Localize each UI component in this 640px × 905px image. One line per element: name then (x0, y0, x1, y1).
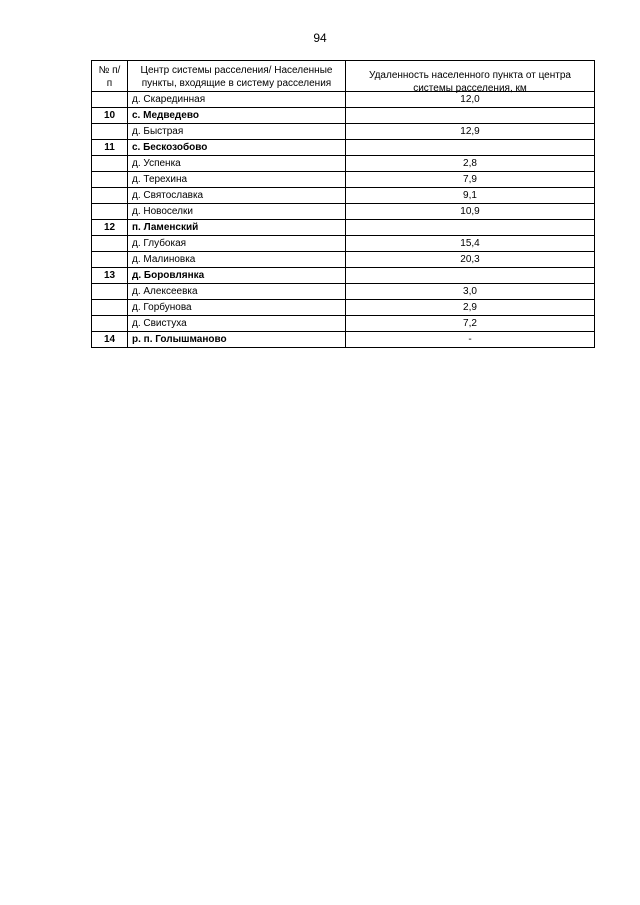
row-number (92, 92, 128, 108)
row-number (92, 156, 128, 172)
header-settlement-name: Центр системы расселения/ Населенные пункты, входящие в систему расселения (128, 61, 346, 92)
row-number (92, 188, 128, 204)
distance-value: 15,4 (346, 236, 595, 252)
row-number: 10 (92, 108, 128, 124)
settlement-name: д. Горбунова (128, 300, 346, 316)
header-distance: Удаленность населенного пункта от центра системы расселения, км (346, 61, 595, 92)
row-number (92, 284, 128, 300)
row-number: 12 (92, 220, 128, 236)
distance-value: 2,8 (346, 156, 595, 172)
table-row (92, 172, 595, 188)
settlement-name: д. Скарединная (128, 92, 346, 108)
settlement-name: с. Медведево (128, 108, 346, 124)
distance-value: 7,9 (346, 172, 595, 188)
table-row (92, 124, 595, 140)
table-row (92, 268, 595, 284)
row-number: 11 (92, 140, 128, 156)
row-number (92, 316, 128, 332)
distance-value (346, 140, 595, 156)
settlement-name: д. Глубокая (128, 236, 346, 252)
settlement-name: д. Успенка (128, 156, 346, 172)
table-row (92, 108, 595, 124)
distance-value: 12,0 (346, 92, 595, 108)
settlements-table (91, 60, 595, 348)
table-row (92, 236, 595, 252)
distance-value: 12,9 (346, 124, 595, 140)
table-row (92, 252, 595, 268)
distance-value (346, 108, 595, 124)
table-body (92, 92, 595, 348)
table-row (92, 188, 595, 204)
settlement-name: д. Терехина (128, 172, 346, 188)
row-number (92, 172, 128, 188)
settlement-name: д. Святославка (128, 188, 346, 204)
table-row (92, 284, 595, 300)
header-number: № п/п (92, 61, 128, 92)
settlement-name: р. п. Голышманово (128, 332, 346, 348)
table-row (92, 332, 595, 348)
distance-value: 3,0 (346, 284, 595, 300)
distance-value: 7,2 (346, 316, 595, 332)
distance-value: 2,9 (346, 300, 595, 316)
table-row (92, 300, 595, 316)
row-number (92, 236, 128, 252)
row-number (92, 300, 128, 316)
distance-value (346, 268, 595, 284)
table-row (92, 204, 595, 220)
settlement-name: д. Алексеевка (128, 284, 346, 300)
settlement-name: с. Бескозобово (128, 140, 346, 156)
row-number: 14 (92, 332, 128, 348)
distance-value: 20,3 (346, 252, 595, 268)
settlement-name: д. Быстрая (128, 124, 346, 140)
table-row (92, 140, 595, 156)
distance-value: 9,1 (346, 188, 595, 204)
settlement-name: д. Малиновка (128, 252, 346, 268)
settlement-name: д. Боровлянка (128, 268, 346, 284)
table-row (92, 156, 595, 172)
settlement-name: п. Ламенский (128, 220, 346, 236)
distance-value: 10,9 (346, 204, 595, 220)
row-number (92, 204, 128, 220)
table-row (92, 316, 595, 332)
settlement-name: д. Новоселки (128, 204, 346, 220)
distance-value: - (346, 332, 595, 348)
row-number (92, 124, 128, 140)
page-number: 94 (313, 31, 327, 45)
row-number (92, 252, 128, 268)
table-header-row (92, 61, 595, 92)
row-number: 13 (92, 268, 128, 284)
distance-value (346, 220, 595, 236)
table-row (92, 220, 595, 236)
settlement-name: д. Свистуха (128, 316, 346, 332)
